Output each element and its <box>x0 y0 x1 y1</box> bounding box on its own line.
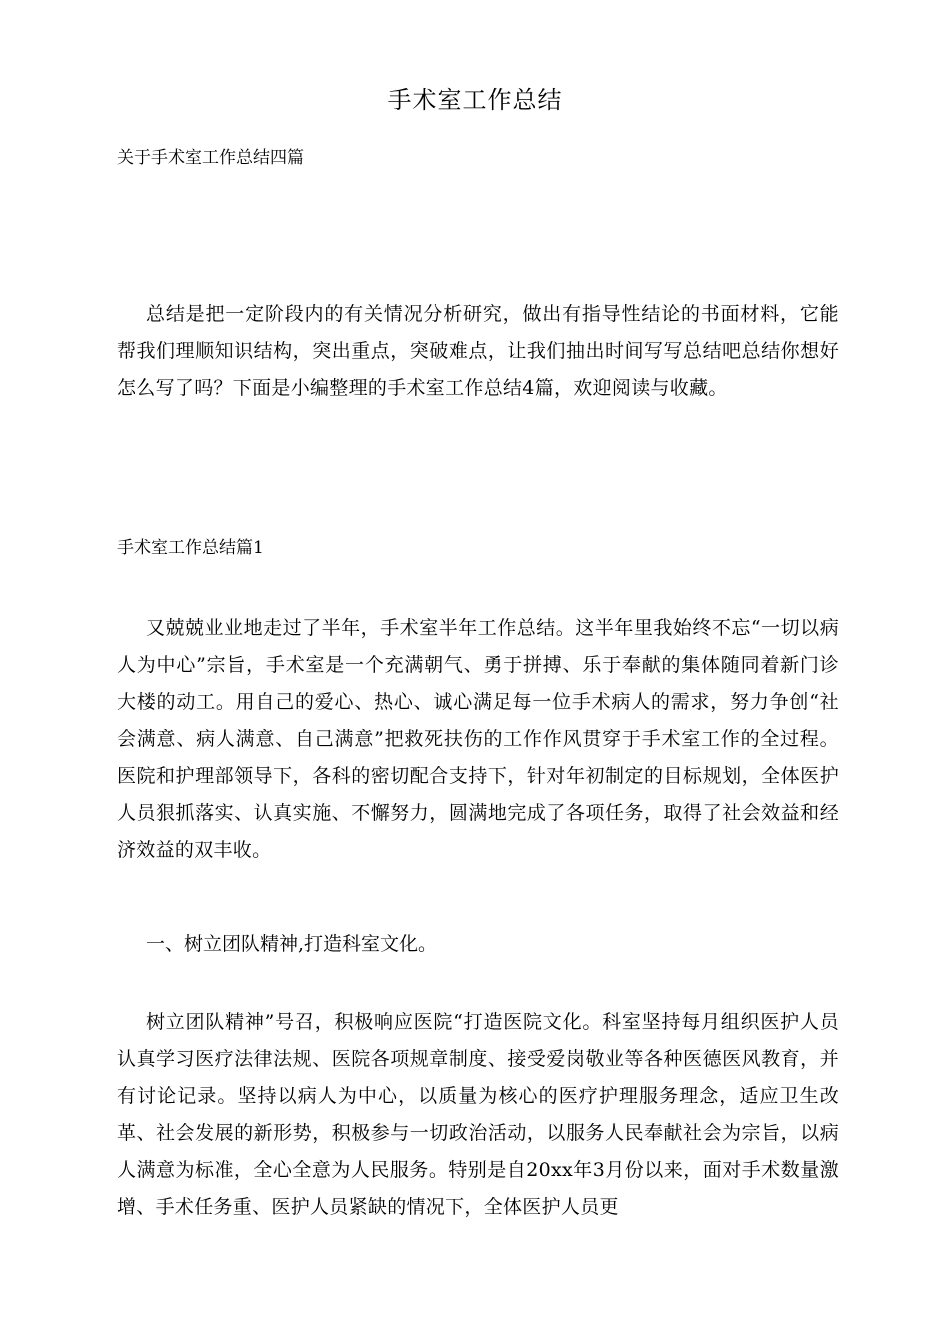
intro-paragraph: 总结是把一定阶段内的有关情况分析研究，做出有指导性结论的书面材料，它能帮我们理顺知识结构，突出重点，突破难点，让我们抽出时间写写总结吧总结你想好怎么写了吗？下面是小编整理的手术室工作总结4篇，欢迎阅读与收藏。 <box>117 303 839 399</box>
section-heading: 一、树立团队精神,打造科室文化。 <box>146 933 438 955</box>
section-paragraph: 树立团队精神”号召，积极响应医院“打造医院文化。科室坚持每月组织医护人员认真学习医疗法律法规、医院各项规章制度、接受爱岗敬业等各种医德医风教育，并有讨论记录。坚持以病人为中心，以质量为核心的医疗护理服务理念，适应卫生改革、社会发展的新形势，积极参与一切政治活动，以服务人民奉献社会为宗旨，以病人满意为标准，全心全意为人民服务。特别是自20xx年3月份以来，面对手术数量激增、手术任务重、医护人员紧缺的情况下，全体医护人员更 <box>117 1011 839 1218</box>
document-subtitle: 关于手术室工作总结四篇 <box>117 148 304 168</box>
document-title: 手术室工作总结 <box>387 86 563 114</box>
article-heading: 手术室工作总结篇1 <box>117 538 264 558</box>
article-paragraph: 又兢兢业业地走过了半年，手术室半年工作总结。这半年里我始终不忘“一切以病人为中心”宗旨，手术室是一个充满朝气、勇于拼搏、乐于奉献的集体随同着新门诊大楼的动工。用自己的爱心、热心、诚心满足每一位手术病人的需求，努力争创“社会满意、病人满意、自己满意”把救死扶伤的工作作风贯穿于手术室工作的全过程。医院和护理部领导下，各科的密切配合支持下，针对年初制定的目标规划，全体医护人员狠抓落实、认真实施、不懈努力，圆满地完成了各项任务，取得了社会效益和经济效益的双丰收。 <box>117 617 839 861</box>
